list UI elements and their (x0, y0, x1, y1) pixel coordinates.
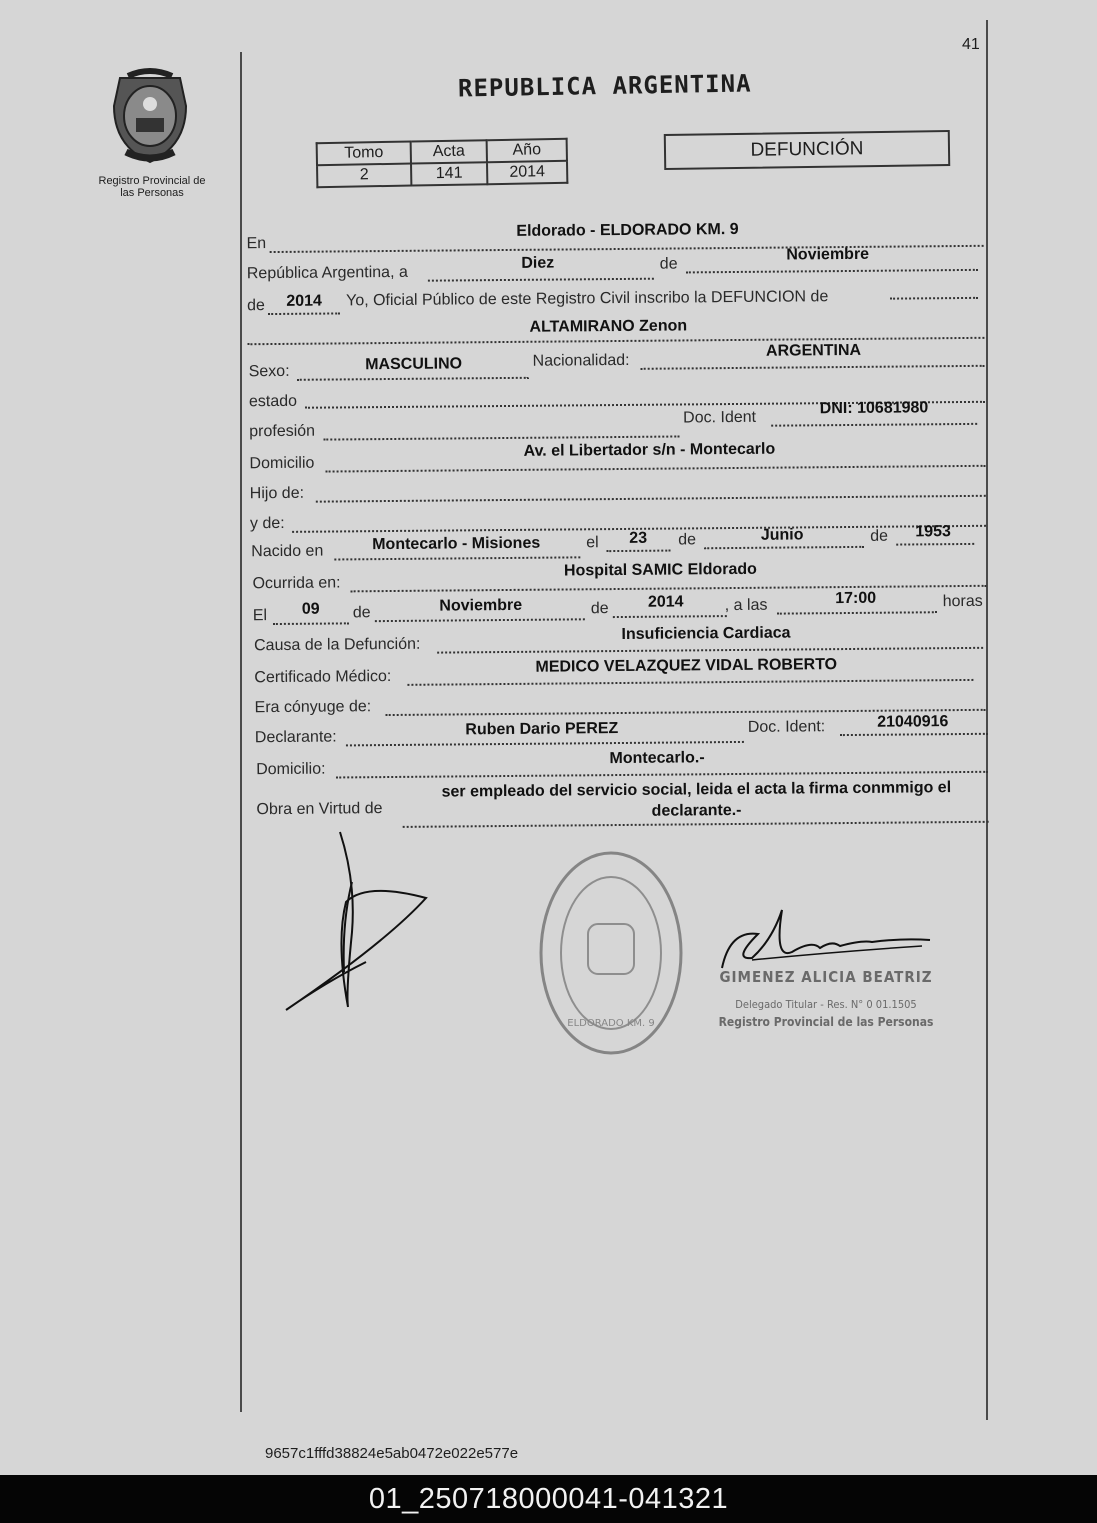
year-value: 2014 (286, 292, 322, 310)
sexo-dotted-line (297, 377, 529, 381)
profesion-label: profesión (249, 422, 316, 441)
birthplace-value: Montecarlo - Misiones (372, 534, 541, 554)
inscribo-dotted-line (890, 297, 978, 300)
birth-year-dotted-line (896, 543, 974, 546)
official-stamp-line3: Registro Provincial de las Personas (718, 1015, 934, 1029)
birth-month-value: Junio (760, 526, 804, 544)
obra-value-line1: ser empleado del servicio social, leida el acta la firma conmmigo el (441, 779, 952, 801)
conyuge-label: Era cónyuge de: (254, 698, 372, 717)
registry-value-tomo: 2 (317, 164, 411, 188)
doc-ident-dotted-line (771, 423, 977, 427)
estado-label: estado (248, 392, 298, 411)
place-value: Eldorado - ELDORADO KM. 9 (516, 220, 739, 240)
horas-label: horas (942, 592, 983, 611)
nacionalidad-value: ARGENTINA (765, 341, 862, 360)
logo-caption-line2: las Personas (120, 187, 184, 199)
de-label-6: de (590, 600, 609, 618)
year-dotted-line (268, 312, 340, 315)
registry-header-ano: Año (487, 139, 567, 162)
death-time-value: 17:00 (835, 589, 877, 608)
day-dotted-line (428, 278, 654, 282)
y-de-label: y de: (249, 514, 285, 533)
de-label-5: de (352, 604, 371, 622)
hijo-label: Hijo de: (249, 484, 305, 503)
causa-value: Insuficiencia Cardiaca (621, 624, 791, 643)
domicilio2-value: Montecarlo.- (609, 749, 705, 768)
month-dotted-line (686, 269, 978, 274)
domicilio-dotted-line (326, 465, 986, 473)
registry-header-tomo: Tomo (317, 142, 411, 166)
certificado-dotted-line (407, 679, 973, 686)
birth-month-dotted-line (704, 546, 864, 549)
sexo-label: Sexo: (248, 362, 290, 381)
official-stamp-line2: Delegado Titular - Res. N° 0 01.1505 (735, 998, 917, 1011)
birth-year-value: 1953 (915, 523, 951, 541)
deceased-name-value: ALTAMIRANO Zenon (529, 317, 688, 336)
day-value: Diez (521, 254, 555, 272)
stamp-center-text: ELDORADO KM. 9 (567, 1018, 655, 1029)
ocurrida-value: Hospital SAMIC Eldorado (563, 560, 757, 580)
hijo-dotted-line (316, 495, 986, 503)
domicilio2-dotted-line (336, 771, 988, 779)
death-time-dotted-line (777, 611, 937, 614)
declarante-label: Declarante: (254, 728, 337, 747)
de-label-4: de (870, 527, 889, 545)
obra-value-line2: declarante.- (651, 801, 742, 820)
republica-label: República Argentina, a (246, 263, 408, 283)
logo-caption-line1: Registro Provincial de (98, 175, 206, 187)
birth-day-dotted-line (606, 550, 670, 553)
certificado-label: Certificado Médico: (254, 668, 392, 687)
doc2-label: Doc. Ident: (747, 718, 826, 736)
sexo-value: MASCULINO (365, 355, 463, 374)
el-label: el (586, 534, 599, 552)
de-label-1: de (659, 255, 678, 273)
de-label-3: de (678, 531, 697, 549)
death-day-value: 09 (301, 600, 320, 618)
declarante-value: Ruben Dario PEREZ (465, 720, 619, 739)
month-value: Noviembre (786, 245, 870, 264)
ocurrida-label: Ocurrida en: (252, 574, 341, 593)
inscribo-text: Yo, Oficial Público de este Registro Civil inscribo la DEFUNCION de (346, 288, 829, 310)
death-year-dotted-line (613, 615, 727, 618)
death-month-value: Noviembre (439, 596, 523, 615)
registry-value-ano: 2014 (487, 161, 567, 184)
doc-ident-value: DNI: 10681980 (819, 399, 929, 418)
certificado-value: MEDICO VELAZQUEZ VIDAL ROBERTO (535, 656, 838, 676)
footer-id-bar: 01_250718000041-041321 (0, 1475, 1097, 1523)
nacido-label: Nacido en (251, 542, 324, 561)
de-label-2: de (247, 297, 265, 315)
doc2-value: 21040916 (877, 713, 949, 731)
domicilio2-label: Domicilio: (256, 760, 326, 779)
doc2-dotted-line (840, 733, 988, 736)
causa-dotted-line (437, 647, 983, 654)
death-year-value: 2014 (647, 593, 684, 611)
domicilio-value: Av. el Libertador s/n - Montecarlo (523, 440, 776, 460)
record-type-box: DEFUNCIÓN (664, 130, 950, 170)
causa-label: Causa de la Defunción: (254, 635, 421, 655)
document-hash: 9657c1fffd38824e5ab0472e022e577e (265, 1445, 519, 1462)
doc-ident-label: Doc. Ident (683, 408, 757, 427)
declarante-dotted-line (346, 741, 744, 746)
death-day-dotted-line (273, 622, 349, 625)
declarant-signature (276, 822, 446, 1022)
official-stamp-line1: GIMENEZ ALICIA BEATRIZ (719, 968, 933, 986)
registry-round-stamp (536, 846, 686, 1060)
birth-day-value: 23 (629, 529, 648, 547)
nacido-dotted-line (334, 556, 580, 560)
document-title: REPUBLICA ARGENTINA (457, 69, 752, 103)
domicilio-label: Domicilio (249, 454, 315, 473)
registry-header-acta: Acta (411, 140, 487, 163)
death-month-dotted-line (375, 618, 585, 622)
nacionalidad-dotted-line (641, 365, 985, 370)
profesion-dotted-line (323, 435, 679, 440)
en-label: En (246, 235, 267, 253)
registry-value-acta: 141 (411, 162, 487, 185)
a-las-label: , a las (724, 596, 768, 615)
obra-label: Obra en Virtud de (256, 800, 383, 819)
page-number: 41 (962, 36, 980, 53)
el2-label: El (252, 607, 268, 625)
nacionalidad-label: Nacionalidad: (532, 351, 630, 370)
official-stamp (696, 968, 956, 1029)
